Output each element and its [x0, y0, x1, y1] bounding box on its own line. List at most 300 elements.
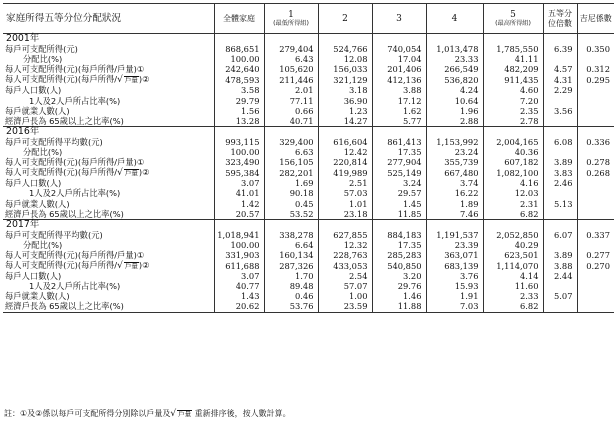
cell-quintile-ratio [543, 96, 577, 106]
cell-quintile-4: 667,480 [426, 167, 483, 178]
year-label: 2017年 [3, 219, 214, 230]
cell-quintile-1: 279,404 [264, 44, 318, 54]
empty-cell [318, 34, 372, 45]
empty-cell [577, 34, 614, 45]
row-label-text: 1人及2人戶所占比率(%) [29, 188, 121, 199]
cell-quintile-2: 3.18 [318, 85, 372, 95]
cell-all-households: 100.00 [214, 147, 264, 157]
row-label-text: 每戶就業人數(人) [5, 198, 70, 209]
cell-quintile-1: 89.48 [264, 281, 318, 291]
cell-gini [577, 178, 614, 188]
cell-all-households: 993,115 [214, 137, 264, 147]
cell-quintile-3: 3.20 [372, 271, 426, 281]
cell-quintile-2: 12.42 [318, 147, 372, 157]
cell-quintile-ratio: 2.29 [543, 85, 577, 95]
cell-quintile-1: 1.69 [264, 178, 318, 188]
cell-quintile-4: 1.89 [426, 199, 483, 209]
footnote-text-end: 重新排序後，按人數計算。 [192, 409, 291, 418]
header-quintile-2 [318, 4, 372, 34]
year-label: 2016年 [3, 126, 214, 137]
cell-quintile-2: 14.27 [318, 116, 372, 127]
sqrt-term: 戶量 [124, 76, 138, 85]
cell-all-households: 331,903 [214, 250, 264, 260]
cell-all-households: 29.79 [214, 96, 264, 106]
row-label [3, 199, 214, 209]
cell-quintile-2: 433,053 [318, 260, 372, 271]
sqrt-sign: √ [170, 409, 177, 419]
row-label-text: 經濟戶長為 65歲以上之比率(%) [5, 301, 124, 312]
cell-all-households: 478,593 [214, 74, 264, 85]
row-label [3, 230, 214, 240]
cell-quintile-5: 1,785,550 [483, 44, 543, 54]
cell-gini: 0.350 [577, 44, 614, 54]
cell-quintile-2: 23.59 [318, 301, 372, 312]
row-label-text: 每人可支配所得(元)(每戶所得/戶量)① [5, 64, 145, 75]
cell-quintile-1: 0.46 [264, 291, 318, 301]
year-row [3, 219, 614, 230]
cell-quintile-ratio [543, 240, 577, 250]
footnote [4, 408, 291, 420]
table-row [3, 74, 614, 85]
cell-quintile-2: 1.23 [318, 106, 372, 116]
cell-quintile-1: 1.70 [264, 271, 318, 281]
sqrt-term: 戶量 [124, 169, 138, 178]
row-label [3, 301, 214, 312]
cell-quintile-3: 17.35 [372, 147, 426, 157]
empty-cell [214, 219, 264, 230]
cell-quintile-1: 6.43 [264, 54, 318, 64]
row-label-text: 每人可支配所得(元)(每戶所得/戶量)① [5, 249, 145, 260]
cell-quintile-1: 53.76 [264, 301, 318, 312]
cell-quintile-5: 6.82 [483, 209, 543, 220]
row-label-text: 每戶人口數(人) [5, 85, 62, 96]
empty-cell [483, 34, 543, 45]
cell-all-households: 1.42 [214, 199, 264, 209]
cell-quintile-3: 5.77 [372, 116, 426, 127]
income-quintile-table [3, 3, 614, 313]
empty-cell [483, 126, 543, 137]
cell-quintile-3: 29.57 [372, 188, 426, 198]
cell-all-households: 20.57 [214, 209, 264, 220]
table-row [3, 260, 614, 271]
cell-quintile-4: 266,549 [426, 64, 483, 74]
table-row [3, 240, 614, 250]
year-label: 2001年 [6, 33, 40, 44]
cell-quintile-ratio [543, 281, 577, 291]
cell-quintile-3: 740,054 [372, 44, 426, 54]
cell-quintile-4: 2.88 [426, 116, 483, 127]
cell-quintile-3: 201,406 [372, 64, 426, 74]
row-label-text: 每人可支配所得(元)(每戶所得/戶量)① [5, 157, 145, 168]
cell-quintile-2: 57.07 [318, 281, 372, 291]
cell-quintile-2: 1.01 [318, 199, 372, 209]
cell-gini [577, 291, 614, 301]
row-label [3, 116, 214, 127]
cell-quintile-4: 536,820 [426, 74, 483, 85]
cell-quintile-1: 77.11 [264, 96, 318, 106]
cell-quintile-2: 228,763 [318, 250, 372, 260]
cell-quintile-ratio: 3.56 [543, 106, 577, 116]
header-quintile-4 [426, 4, 483, 34]
cell-quintile-4: 363,071 [426, 250, 483, 260]
cell-quintile-ratio: 2.44 [543, 271, 577, 281]
cell-quintile-1: 0.66 [264, 106, 318, 116]
cell-all-households: 3.07 [214, 178, 264, 188]
table-row [3, 178, 614, 188]
cell-quintile-5: 2,004,165 [483, 137, 543, 147]
cell-all-households: 40.77 [214, 281, 264, 291]
cell-quintile-4: 7.03 [426, 301, 483, 312]
cell-quintile-5: 7.20 [483, 96, 543, 106]
cell-quintile-4: 16.22 [426, 188, 483, 198]
cell-quintile-3: 525,149 [372, 167, 426, 178]
cell-quintile-5: 12.03 [483, 188, 543, 198]
cell-quintile-5: 4.14 [483, 271, 543, 281]
quintile-sub: (最高所得組) [495, 19, 531, 27]
row-label-text: 每戶就業人數(人) [5, 105, 70, 116]
cell-quintile-ratio: 6.07 [543, 230, 577, 240]
cell-quintile-5: 1,082,100 [483, 167, 543, 178]
cell-all-households: 20.62 [214, 301, 264, 312]
table-row [3, 167, 614, 178]
footnote-text: 註：①及②係以每戶可支配所得分別除以戶量及 [4, 409, 171, 418]
cell-quintile-5: 4.16 [483, 178, 543, 188]
cell-gini [577, 271, 614, 281]
quintile-number: 4 [451, 13, 458, 24]
cell-quintile-2: 36.90 [318, 96, 372, 106]
cell-quintile-1: 287,326 [264, 260, 318, 271]
cell-quintile-3: 1.45 [372, 199, 426, 209]
row-label-tail: )② [138, 74, 150, 85]
cell-quintile-ratio: 6.39 [543, 44, 577, 54]
row-label [3, 74, 214, 85]
empty-cell [214, 34, 264, 45]
row-label [3, 157, 214, 167]
row-label [3, 167, 214, 178]
cell-quintile-3: 3.24 [372, 178, 426, 188]
cell-gini [577, 281, 614, 291]
cell-quintile-ratio [543, 188, 577, 198]
empty-cell [543, 219, 577, 230]
empty-cell [318, 219, 372, 230]
cell-quintile-5: 1,114,070 [483, 260, 543, 271]
cell-quintile-ratio: 3.89 [543, 250, 577, 260]
empty-cell [577, 126, 614, 137]
cell-quintile-2: 57.03 [318, 188, 372, 198]
cell-quintile-5: 911,435 [483, 74, 543, 85]
cell-quintile-ratio: 3.88 [543, 260, 577, 271]
cell-quintile-4: 1,013,478 [426, 44, 483, 54]
cell-quintile-ratio: 2.46 [543, 178, 577, 188]
year-row [3, 34, 614, 45]
cell-gini: 0.337 [577, 230, 614, 240]
cell-quintile-5: 6.82 [483, 301, 543, 312]
row-label-text: 每戶可支配所得平均數(元) [5, 136, 103, 147]
header-quintile-1 [264, 4, 318, 34]
table-row [3, 157, 614, 167]
empty-cell [543, 126, 577, 137]
cell-quintile-ratio [543, 301, 577, 312]
row-label-text: 每戶人口數(人) [5, 178, 62, 189]
cell-all-households: 41.01 [214, 188, 264, 198]
cell-quintile-3: 17.35 [372, 240, 426, 250]
row-label [3, 178, 214, 188]
cell-all-households: 242,640 [214, 64, 264, 74]
cell-quintile-1: 2.01 [264, 85, 318, 95]
cell-quintile-3: 11.88 [372, 301, 426, 312]
row-label [3, 188, 214, 198]
cell-quintile-1: 90.18 [264, 188, 318, 198]
empty-cell [264, 219, 318, 230]
empty-cell [426, 126, 483, 137]
cell-quintile-2: 321,129 [318, 74, 372, 85]
row-label [3, 96, 214, 106]
cell-quintile-1: 53.52 [264, 209, 318, 220]
cell-gini: 0.336 [577, 137, 614, 147]
cell-gini: 0.270 [577, 260, 614, 271]
cell-quintile-3: 17.04 [372, 54, 426, 64]
row-label [3, 64, 214, 74]
table-row [3, 281, 614, 291]
row-label [3, 44, 214, 54]
cell-quintile-3: 1.62 [372, 106, 426, 116]
cell-quintile-3: 11.85 [372, 209, 426, 220]
cell-quintile-5: 2,052,850 [483, 230, 543, 240]
empty-cell [426, 34, 483, 45]
cell-quintile-3: 285,283 [372, 250, 426, 260]
row-label [3, 106, 214, 116]
sqrt-sign: √ [117, 75, 123, 86]
sqrt-sign: √ [117, 261, 123, 272]
row-label-text: 分配比(%) [23, 239, 63, 250]
cell-quintile-ratio: 6.08 [543, 137, 577, 147]
row-label-text: 1人及2人戶所占比率(%) [29, 281, 121, 292]
empty-cell [214, 126, 264, 137]
quintile-number: 5 [510, 9, 516, 20]
cell-quintile-2: 627,855 [318, 230, 372, 240]
row-label [3, 240, 214, 250]
row-label-text: 每人可支配所得(元)(每戶所得/ [5, 74, 118, 85]
cell-quintile-1: 329,400 [264, 137, 318, 147]
row-label-text: 每戶可支配所得(元) [5, 44, 78, 55]
cell-quintile-2: 220,814 [318, 157, 372, 167]
cell-quintile-1: 211,446 [264, 74, 318, 85]
cell-gini: 0.268 [577, 167, 614, 178]
row-label [3, 209, 214, 220]
cell-quintile-4: 15.93 [426, 281, 483, 291]
cell-all-households: 1.56 [214, 106, 264, 116]
cell-quintile-ratio [543, 116, 577, 127]
cell-quintile-ratio: 3.89 [543, 157, 577, 167]
cell-quintile-4: 23.33 [426, 54, 483, 64]
year-row [3, 126, 614, 137]
empty-cell [483, 219, 543, 230]
cell-quintile-5: 2.31 [483, 199, 543, 209]
cell-quintile-4: 4.24 [426, 85, 483, 95]
quintile-number: 3 [396, 13, 402, 24]
table-title: 家庭所得五等分位分配狀況 [3, 4, 214, 34]
cell-quintile-5: 40.29 [483, 240, 543, 250]
cell-all-households: 868,651 [214, 44, 264, 54]
header-quintile-ratio: 五等分位倍數 [543, 4, 577, 34]
header-quintile-3 [372, 4, 426, 34]
row-label [3, 291, 214, 301]
row-label [3, 137, 214, 147]
cell-quintile-4: 23.39 [426, 240, 483, 250]
empty-cell [577, 219, 614, 230]
header-quintile-5 [483, 4, 543, 34]
cell-quintile-1: 338,278 [264, 230, 318, 240]
table-row [3, 147, 614, 157]
cell-quintile-4: 1,153,992 [426, 137, 483, 147]
cell-quintile-3: 277,904 [372, 157, 426, 167]
cell-quintile-5: 482,209 [483, 64, 543, 74]
cell-gini [577, 301, 614, 312]
cell-quintile-ratio: 4.31 [543, 74, 577, 85]
row-label [3, 260, 214, 271]
table-row [3, 85, 614, 95]
table-row [3, 199, 614, 209]
table-row [3, 271, 614, 281]
header-gini: 吉尼係數 [577, 4, 614, 34]
cell-quintile-4: 355,739 [426, 157, 483, 167]
table-row [3, 137, 614, 147]
cell-all-households: 3.58 [214, 85, 264, 95]
cell-gini [577, 209, 614, 220]
cell-gini: 0.277 [577, 250, 614, 260]
row-label [3, 54, 214, 64]
row-label [3, 281, 214, 291]
cell-quintile-2: 2.51 [318, 178, 372, 188]
cell-gini: 0.278 [577, 157, 614, 167]
cell-quintile-ratio: 4.57 [543, 64, 577, 74]
cell-quintile-2: 23.18 [318, 209, 372, 220]
row-label-text: 每戶可支配所得平均數(元) [5, 229, 103, 240]
cell-quintile-5: 4.60 [483, 85, 543, 95]
cell-quintile-2: 12.32 [318, 240, 372, 250]
cell-quintile-4: 1,191,537 [426, 230, 483, 240]
table-row [3, 188, 614, 198]
cell-quintile-4: 23.24 [426, 147, 483, 157]
sqrt-term: 戶量 [124, 262, 138, 271]
cell-gini [577, 147, 614, 157]
row-label-text: 每戶就業人數(人) [5, 291, 70, 302]
cell-quintile-5: 40.36 [483, 147, 543, 157]
cell-gini [577, 240, 614, 250]
row-label [3, 250, 214, 260]
empty-cell [264, 34, 318, 45]
cell-gini: 0.295 [577, 74, 614, 85]
cell-quintile-4: 10.64 [426, 96, 483, 106]
quintile-sub: (最低所得組) [273, 19, 309, 27]
empty-cell [264, 126, 318, 137]
cell-gini [577, 188, 614, 198]
cell-all-households: 595,384 [214, 167, 264, 178]
empty-cell [426, 219, 483, 230]
cell-quintile-3: 17.12 [372, 96, 426, 106]
cell-all-households: 1,018,941 [214, 230, 264, 240]
cell-quintile-2: 156,033 [318, 64, 372, 74]
row-label [3, 271, 214, 281]
cell-gini [577, 54, 614, 64]
cell-quintile-1: 0.45 [264, 199, 318, 209]
cell-quintile-3: 884,183 [372, 230, 426, 240]
cell-gini [577, 85, 614, 95]
cell-quintile-1: 105,620 [264, 64, 318, 74]
table-row [3, 116, 614, 127]
empty-cell [372, 34, 426, 45]
cell-quintile-4: 3.76 [426, 271, 483, 281]
cell-quintile-3: 861,413 [372, 137, 426, 147]
cell-quintile-5: 607,182 [483, 157, 543, 167]
row-label-tail: )② [138, 260, 150, 271]
cell-quintile-1: 6.64 [264, 240, 318, 250]
row-label-text: 經濟戶長為 65歲以上之比率(%) [5, 115, 124, 126]
cell-quintile-3: 3.88 [372, 85, 426, 95]
table-row [3, 301, 614, 312]
row-label [3, 147, 214, 157]
cell-quintile-2: 616,604 [318, 137, 372, 147]
row-label [3, 85, 214, 95]
cell-all-households: 323,490 [214, 157, 264, 167]
table-row [3, 64, 614, 74]
table-header [3, 4, 614, 34]
cell-quintile-2: 1.00 [318, 291, 372, 301]
cell-quintile-4: 7.46 [426, 209, 483, 220]
row-label-text: 每人可支配所得(元)(每戶所得/ [5, 167, 118, 178]
cell-quintile-1: 282,201 [264, 167, 318, 178]
table-row [3, 209, 614, 220]
cell-all-households: 100.00 [214, 54, 264, 64]
sqrt-sign: √ [117, 168, 123, 179]
row-label-tail: )② [138, 167, 150, 178]
cell-quintile-5: 623,501 [483, 250, 543, 260]
cell-quintile-2: 12.08 [318, 54, 372, 64]
table-row [3, 54, 614, 64]
cell-quintile-5: 11.60 [483, 281, 543, 291]
cell-quintile-ratio: 5.07 [543, 291, 577, 301]
cell-quintile-ratio: 3.83 [543, 167, 577, 178]
table-row [3, 291, 614, 301]
empty-cell [543, 34, 577, 45]
quintile-number: 2 [342, 13, 348, 24]
table-row [3, 106, 614, 116]
cell-quintile-ratio [543, 209, 577, 220]
empty-cell [372, 126, 426, 137]
cell-quintile-ratio: 5.13 [543, 199, 577, 209]
empty-cell [318, 126, 372, 137]
cell-quintile-1: 6.63 [264, 147, 318, 157]
table-body [3, 34, 614, 313]
cell-quintile-5: 41.11 [483, 54, 543, 64]
cell-all-households: 3.07 [214, 271, 264, 281]
cell-quintile-ratio [543, 147, 577, 157]
cell-quintile-3: 540,850 [372, 260, 426, 271]
cell-quintile-3: 1.46 [372, 291, 426, 301]
cell-gini [577, 106, 614, 116]
table-row [3, 44, 614, 54]
cell-quintile-4: 3.74 [426, 178, 483, 188]
cell-quintile-2: 524,766 [318, 44, 372, 54]
cell-quintile-5: 2.78 [483, 116, 543, 127]
cell-gini [577, 116, 614, 127]
empty-cell [372, 219, 426, 230]
row-label-text: 每戶人口數(人) [5, 271, 62, 282]
cell-quintile-ratio [543, 54, 577, 64]
cell-quintile-4: 1.91 [426, 291, 483, 301]
row-label-text: 分配比(%) [23, 147, 63, 158]
cell-quintile-1: 40.71 [264, 116, 318, 127]
